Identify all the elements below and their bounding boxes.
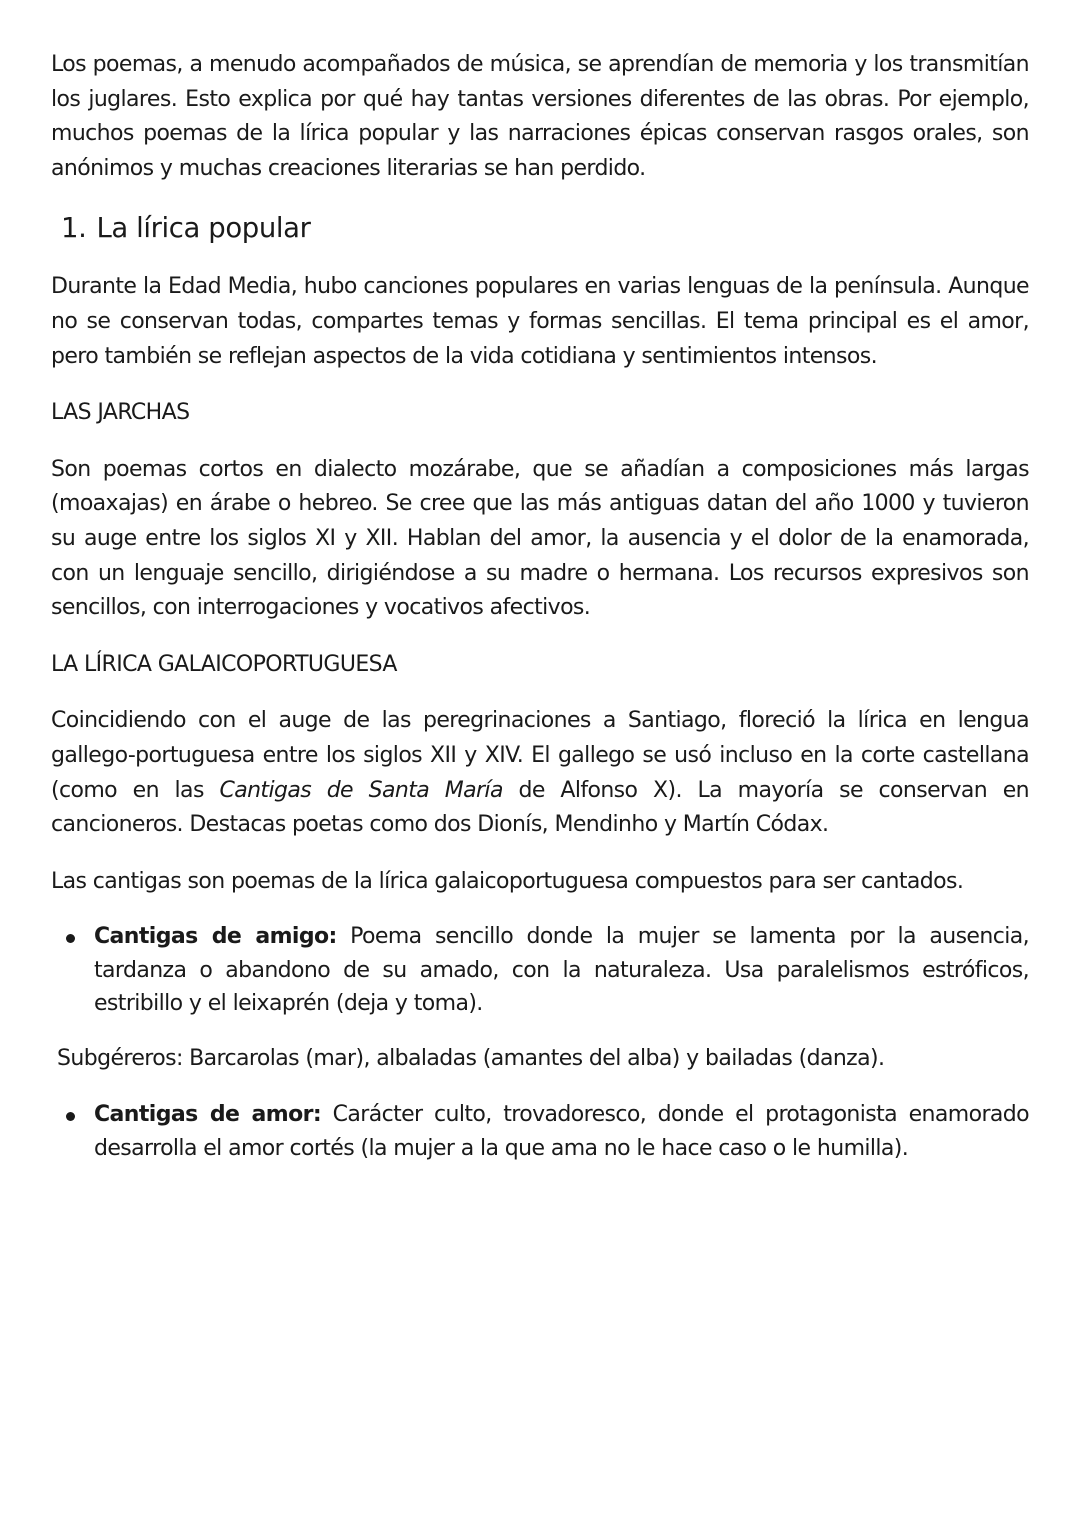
cantigas-amor-label: Cantigas de amor: bbox=[94, 1102, 322, 1128]
jarchas-heading: LAS JARCHAS bbox=[51, 400, 190, 426]
subgeneros-line: Subgéreros: Barcarolas (mar), albaladas (amantes del alba) y bailadas (danza). bbox=[57, 1045, 885, 1071]
list-item bbox=[51, 920, 1029, 1021]
bullet-icon bbox=[66, 934, 75, 943]
section-intro-paragraph: Durante la Edad Media, hubo canciones populares en varias lenguas de la península. Aunque no se conservan todas, compartes temas y formas sencillas. El tema principal es el amor, pero también se reflejan aspectos de la vida cotidiana y sentimientos intensos. bbox=[51, 274, 1029, 369]
cantigas-santa-maria-title: Cantigas de Santa María bbox=[219, 777, 503, 803]
cantigas-amigo-label: Cantigas de amigo: bbox=[94, 924, 337, 950]
list-item bbox=[51, 1098, 1029, 1165]
intro-paragraph: Los poemas, a menudo acompañados de música, se aprendían de memoria y los transmitían los juglares. Esto explica por qué hay tantas versiones diferentes de las obras. Por ejemplo, muchos poemas de la lírica popular y las narraciones épicas conservan rasgos orales, son anónimos y muchas creaciones literarias se han perdido. bbox=[51, 52, 1029, 181]
bullet-icon bbox=[66, 1112, 75, 1121]
cantigas-amigo-text: Poema sencillo donde la mujer se lamenta por la ausencia, tardanza o abandono de su amado, con la naturaleza. Usa paralelismos estróficos, estribillo y el leixaprén (deja y toma). bbox=[94, 924, 1029, 1017]
galaico-text-before: Coincidiendo con el auge de las peregrinaciones a Santiago, floreció la lírica en lengua gallego-portuguesa entre los siglos XII y XIV. El gallego se usó incluso en la corte castellana (como en las bbox=[51, 708, 1029, 803]
section-heading bbox=[51, 206, 1029, 250]
jarchas-paragraph: Son poemas cortos en dialecto mozárabe, que se añadían a composiciones más largas (moaxajas) en árabe o hebreo. Se cree que las más antiguas datan del año 1000 y tuvieron su auge entre los siglos XI y XII. Hablan del amor, la ausencia y el dolor de la enamorada, con un lenguaje sencillo, dirigiéndose a su madre o hermana. Los recursos expresivos son sencillos, con interrogaciones y vocativos afectivos. bbox=[51, 456, 1029, 621]
galaico-paragraph bbox=[51, 704, 1029, 842]
document-page bbox=[51, 48, 1029, 1165]
cantigas-intro-paragraph: Las cantigas son poemas de la lírica galaicoportuguesa compuestos para ser cantados. bbox=[51, 868, 964, 894]
galaico-heading: LA LÍRICA GALAICOPORTUGUESA bbox=[51, 651, 397, 677]
cantigas-amor-list bbox=[51, 1098, 1029, 1165]
section-number: 1. bbox=[61, 212, 87, 245]
cantigas-amigo-list bbox=[51, 920, 1029, 1021]
section-title: La lírica popular bbox=[96, 212, 311, 245]
cantigas-amor-text: Carácter culto, trovadoresco, donde el protagonista enamorado desarrolla el amor cortés (la mujer a la que ama no le hace caso o le humilla). bbox=[94, 1102, 1030, 1161]
galaico-text-after: de Alfonso X). La mayoría se conservan en cancioneros. Destacas poetas como dos Dionís, Mendinho y Martín Códax. bbox=[51, 777, 1029, 838]
